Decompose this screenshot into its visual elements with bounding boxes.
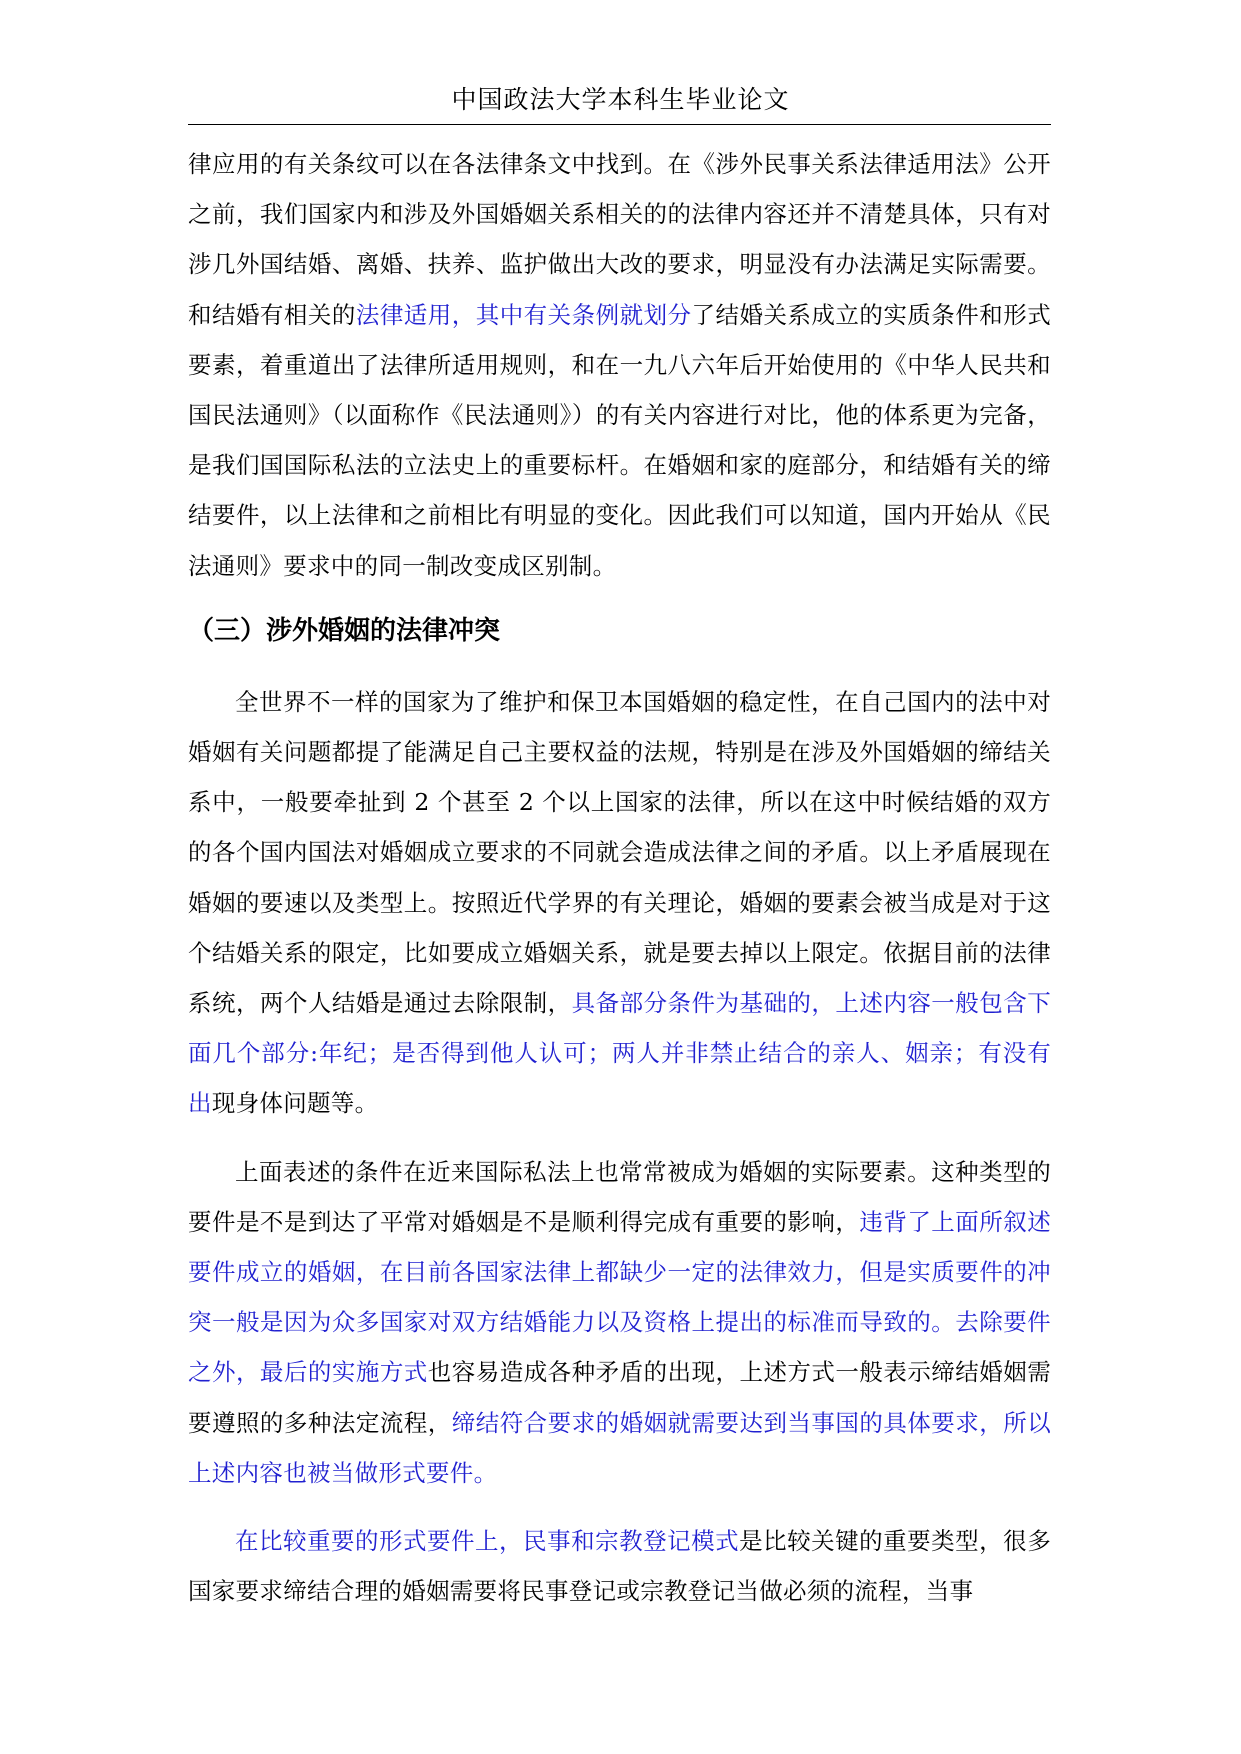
paragraph-2 xyxy=(188,677,1051,1129)
text-run: 也容易造成各种矛盾的出现，上述方式一般表示缔结婚姻需要遵照的多种法定流程， xyxy=(188,1358,1051,1437)
text-run: 是比较关键的重要类型，很多国家要求缔结合理的婚姻需要将民事登记或宗教登记当做必须的流程，当事 xyxy=(188,1527,1051,1606)
highlighted-text-run: 具备部分条件为基础的，上述内容一般包含下面几个部分:年纪；是否得到他人认可；两人并非禁止结合的亲人、姻亲；有没有出 xyxy=(188,989,1051,1118)
text-run: 现身体问题等。 xyxy=(211,1089,379,1118)
header-rule xyxy=(188,124,1051,125)
highlighted-text-run: 在比较重要的形式要件上，民事和宗教登记模式 xyxy=(235,1527,740,1556)
highlighted-text-run: 违背了上面所叙述要件成立的婚姻，在目前各国家法律上都缺少一定的法律效力，但是实质要件的冲突一般是因为众多国家对双方结婚能力以及资格上提出的标准而导致的。去除要件之外，最后的实施方式 xyxy=(188,1207,1051,1387)
running-header: 中国政法大学本科生毕业论文 xyxy=(451,85,790,114)
text-run: 律应用的有关条纹可以在各法律条文中找到。在《涉外民事关系法律适用法》公开之前，我们国家内和涉及外国婚姻关系相关的的法律内容还并不清楚具体，只有对涉几外国结婚、离婚、扶养、监护做出大改的要求，明显没有办法满足实际需要。和结婚有相关的 xyxy=(188,150,1051,329)
paragraph-1 xyxy=(188,139,1051,591)
text-run: 上面表述的条件在近来国际私法上也常常被成为婚姻的实际要素。这种类型的要件是不是到达了平常对婚姻是不是顺利得完成有重要的影响， xyxy=(188,1157,1051,1236)
text-run: 了结婚关系成立的实质条件和形式要素，着重道出了法律所适用规则，和在一九八六年后开始使用的《中华人民共和国民法通则》（以面称作《民法通则》）的有关内容进行对比，他的体系更为完备，是我们国国际私法的立法史上的重要标杆。在婚姻和家的庭部分，和结婚有关的缔结要件，以上法律和之前相比有明显的变化。因此我们可以知道，国内开始从《民法通则》要求中的同一制改变成区别制。 xyxy=(188,300,1052,580)
document-body xyxy=(188,139,1051,1616)
paragraph-4 xyxy=(188,1516,1051,1616)
text-run: 全世界不一样的国家为了维护和保卫本国婚姻的稳定性，在自己国内的法中对婚姻有关问题都提了能满足自己主要权益的法规，特别是在涉及外国婚姻的缔结关系中，一般要牵扯到 2 个甚至 2 个以上国家的法律，所以在这中时候结婚的双方的各个国内国法对婚姻成立要求的不同就会造成法律之间的矛盾。以上矛盾展现在婚姻的要速以及类型上。按照近代学界的有关理论，婚姻的要素会被当成是对于这个结婚关系的限定，比如要成立婚姻关系，就是要去掉以上限定。依据目前的法律系统，两个人结婚是通过去除限制， xyxy=(188,687,1051,1018)
section-heading: （三）涉外婚姻的法律冲突 xyxy=(188,615,501,646)
highlighted-text-run: 法律适用，其中有关条例就划分 xyxy=(355,300,692,329)
paragraph-3 xyxy=(188,1147,1051,1498)
highlighted-text-run: 缔结符合要求的婚姻就需要达到当事国的具体要求，所以上述内容也被当做形式要件。 xyxy=(188,1408,1051,1487)
